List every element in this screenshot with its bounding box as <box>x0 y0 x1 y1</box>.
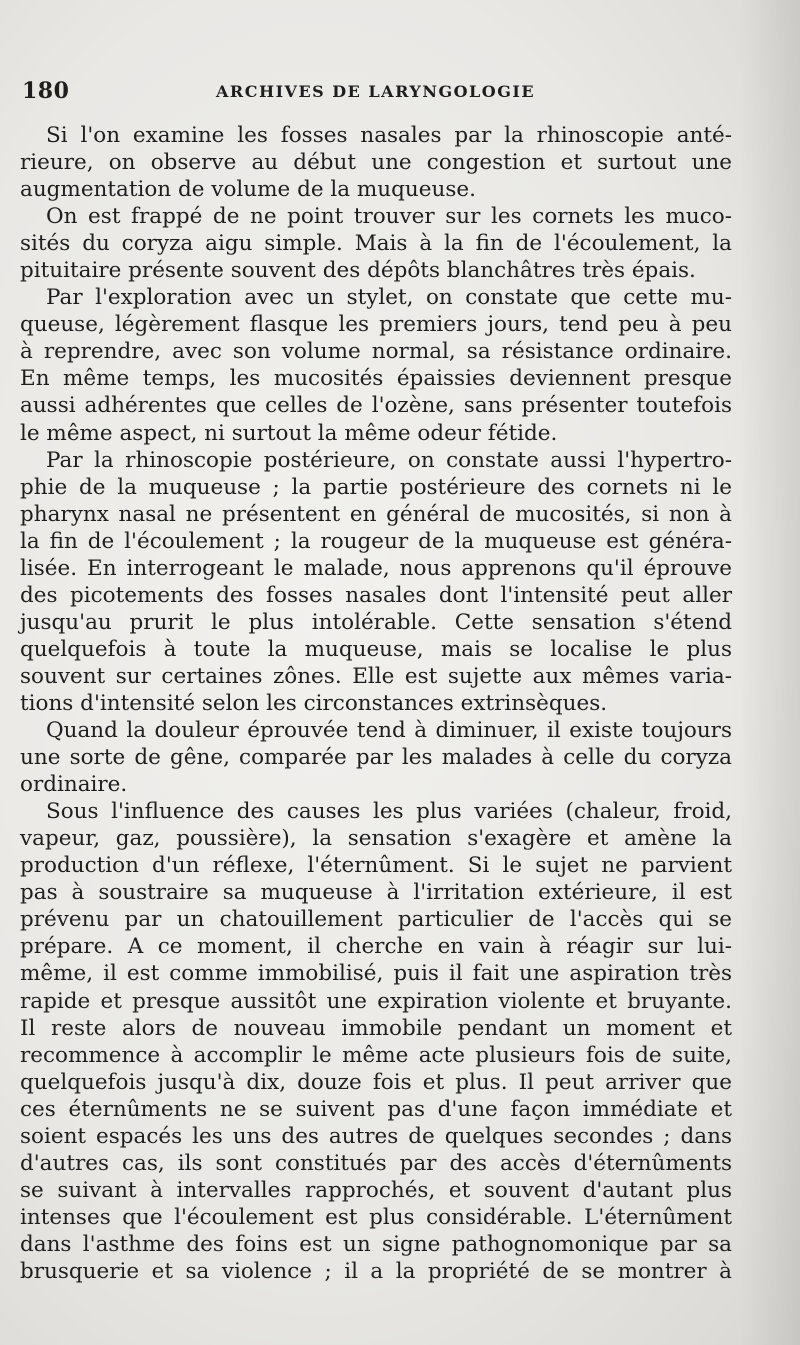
text-line: d'autres cas, ils sont constitués par des accès d'éternûments <box>20 1150 732 1176</box>
text-line: rieure, on observe au début une congestion et surtout une <box>20 150 732 176</box>
text-line: sités du coryza aigu simple. Mais à la fin de l'écoulement, la <box>20 231 732 257</box>
text-line: recommence à accomplir le même acte plusieurs fois de suite, <box>20 1042 732 1068</box>
page-number: 180 <box>22 78 70 104</box>
text-line: Si l'on examine les fosses nasales par la rhinoscopie anté- <box>46 123 732 148</box>
text-line: la fin de l'écoulement ; la rougeur de la muqueuse est généra- <box>20 528 732 554</box>
text-line: augmentation de volume de la muqueuse. <box>20 177 476 203</box>
text-line: ces éternûments ne se suivent pas d'une façon immédiate et <box>20 1096 732 1122</box>
text-line: Il reste alors de nouveau immobile pendant un moment et <box>20 1015 732 1041</box>
text-line: à reprendre, avec son volume normal, sa résistance ordinaire. <box>20 339 732 365</box>
text-line: même, il est comme immobilisé, puis il fait une aspiration très <box>20 961 732 987</box>
text-line: rapide et presque aussitôt une expiration violente et bruyante. <box>20 988 732 1014</box>
text-line: prévenu par un chatouillement particulier de l'accès qui se <box>20 907 732 933</box>
body-text <box>20 122 732 1285</box>
page-edge-shadow <box>740 0 800 1345</box>
text-line: prépare. A ce moment, il cherche en vain à réagir sur lui- <box>20 934 732 960</box>
text-line: quelquefois jusqu'à dix, douze fois et plus. Il peut arriver que <box>20 1069 732 1095</box>
text-line: Sous l'influence des causes les plus variées (chaleur, froid, <box>46 799 732 825</box>
page-header <box>22 74 728 108</box>
text-line: Par la rhinoscopie postérieure, on constate aussi l'hypertro- <box>46 447 732 473</box>
text-line: pituitaire présente souvent des dépôts blanchâtres très épais. <box>20 258 696 284</box>
text-line: vapeur, gaz, poussière), la sensation s'exagère et amène la <box>20 826 732 852</box>
text-line: On est frappé de ne point trouver sur les cornets les muco- <box>46 204 732 230</box>
text-line: se suivant à intervalles rapprochés, et souvent d'autant plus <box>20 1177 732 1203</box>
text-line: Par l'exploration avec un stylet, on constate que cette mu- <box>46 285 732 311</box>
text-line: jusqu'au prurit le plus intolérable. Cette sensation s'étend <box>20 609 732 635</box>
text-line: pharynx nasal ne présentent en général de mucosités, si non à <box>20 501 732 527</box>
text-line: des picotements des fosses nasales dont l'intensité peut aller <box>20 582 732 608</box>
text-line: En même temps, les mucosités épaissies deviennent presque <box>20 366 732 392</box>
text-line: pas à soustraire sa muqueuse à l'irritation extérieure, il est <box>20 880 732 906</box>
text-line: queuse, légèrement flasque les premiers jours, tend peu à peu <box>20 312 732 338</box>
text-line: phie de la muqueuse ; la partie postérieure des cornets ni le <box>20 474 732 500</box>
text-line: production d'un réflexe, l'éternûment. Si le sujet ne parvient <box>20 853 732 879</box>
text-line: le même aspect, ni surtout la même odeur fétide. <box>20 420 558 446</box>
text-line: souvent sur certaines zônes. Elle est sujette aux mêmes varia- <box>20 663 732 689</box>
text-line: intenses que l'écoulement est plus considérable. L'éternûment <box>20 1204 732 1230</box>
text-line: ordinaire. <box>20 772 128 798</box>
text-line: dans l'asthme des foins est un signe pathognomonique par sa <box>20 1231 732 1257</box>
text-line: lisée. En interrogeant le malade, nous apprenons qu'il éprouve <box>20 555 732 581</box>
text-line: brusquerie et sa violence ; il a la propriété de se montrer à <box>20 1258 732 1284</box>
text-line: Quand la douleur éprouvée tend à diminuer, il existe toujours <box>46 718 732 744</box>
text-line: soient espacés les uns des autres de quelques secondes ; dans <box>20 1123 732 1149</box>
text-line: aussi adhérentes que celles de l'ozène, sans présenter toutefois <box>20 393 732 419</box>
running-head: ARCHIVES DE LARYNGOLOGIE <box>216 82 536 101</box>
text-line: tions d'intensité selon les circonstances extrinsèques. <box>20 690 608 716</box>
text-line: une sorte de gêne, comparée par les malades à celle du coryza <box>20 745 732 771</box>
text-line: quelquefois à toute la muqueuse, mais se localise le plus <box>20 636 732 662</box>
